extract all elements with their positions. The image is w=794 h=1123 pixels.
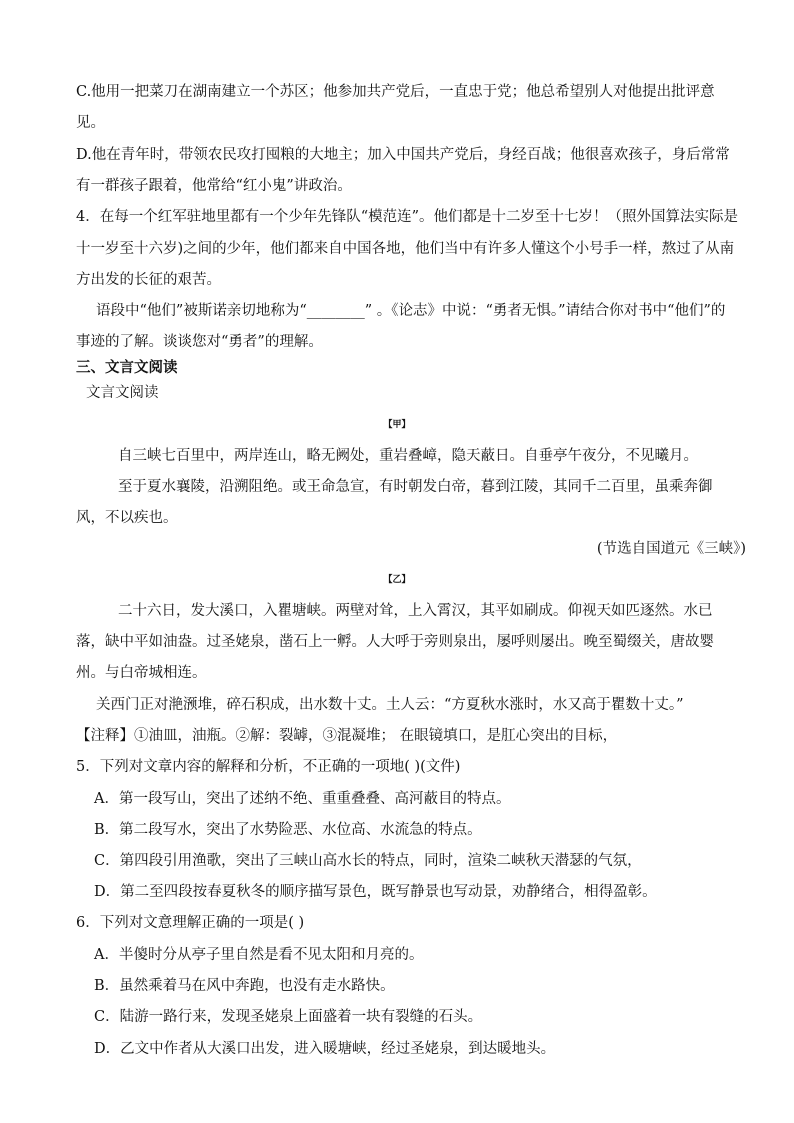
q6-option-a: A．半傻时分从亭子里自然是看不见太阳和月亮的。 — [94, 947, 424, 963]
q5-option-c: C．第四段引用渔歌，突出了三峡山高水长的特点，同时，渲染二峡秋天潜瑟的气氛， — [94, 853, 642, 869]
q3-option-c-line2: 见。 — [76, 115, 105, 131]
q3-option-c-line1: C.他用一把菜刀在湖南建立一个苏区；他参加共产党后，一直忠于党；他总希望别人对他提出批评意 — [76, 84, 715, 100]
passage-yi-p1-line2: 落，缺中平如油盎。过圣姥泉，凿石上一孵。人大呼于旁则泉出，屡呼则屡出。晚至蜀缀关，唐故婴 — [76, 634, 714, 650]
section-subheading: 文言文阅读 — [86, 385, 159, 401]
passage-yi-p1-line1: 二十六日，发大溪口，入瞿塘峡。两壁对耸，上入霄汉，其平如刷成。仰视天如匹逐然。水已 — [118, 603, 713, 619]
passage-yi-note: 【注释】①油皿，油瓶。②解：裂罅，③混凝堆； 在眼镜填口，是肛心突出的目标， — [76, 728, 618, 744]
passage-yi-title: 【乙】 — [383, 575, 411, 585]
passage-jia-p2-line1: 至于夏水襄陵，沿溯阻绝。或王命急宣，有时朝发白帝，暮到江陵，其同千二百里，虽乘奔御 — [118, 479, 713, 495]
q4-line4: 语段中“他们”被斯诺亲切地称为“________” 。《论志》中说：“勇者无惧。”请结合你对书中“他们”的 — [96, 303, 726, 319]
q6-option-d: D．乙文中作者从大溪口出发，进入暖塘峡，经过圣姥泉，到达暖地头。 — [94, 1041, 556, 1057]
q6-stem: 6．下列对文意理解正确的一项是( ) — [76, 915, 305, 931]
q6-option-c: C．陆游一路行来，发现圣姥泉上面盛着一块有裂缝的石头。 — [94, 1009, 483, 1025]
passage-jia-title: 【甲】 — [383, 420, 411, 430]
q4-line3: 方出发的长征的艰苦。 — [76, 272, 221, 288]
passage-jia-source: (节选自国道元《三峡》) — [596, 541, 746, 557]
q6-option-b: B．虽然乘着马在风中奔跑，也没有走水路快。 — [94, 978, 395, 994]
q5-option-b: B．第二段写水，突出了水势险恶、水位高、水流急的特点。 — [94, 822, 482, 838]
q5-option-d: D．第二至四段按春夏秋冬的顺序描写景色，既写静景也写动景，劝静绪合，相得盈彰。 — [94, 884, 657, 900]
q5-stem: 5．下列对文章内容的解释和分析，不正确的一项地( )(文件) — [76, 759, 461, 775]
q3-option-d-line2: 有一群孩子跟着，他常给“红小鬼”讲政治。 — [76, 178, 352, 194]
q5-option-a: A．第一段写山，突出了述纳不绝、重重叠叠、高河蔽目的特点。 — [94, 791, 511, 807]
q4-line1: 4．在每一个红军驻地里都有一个少年先锋队“模范连”。他们都是十二岁至十七岁！（照外国算法实际是 — [76, 209, 739, 225]
passage-jia-p1: 自三峡七百里中，两岸连山，略无阙处，重岩叠嶂，隐天蔽日。自垂亭午夜分，不见曦月。 — [118, 448, 698, 464]
q4-line2: 十一岁至十六岁)之间的少年，他们都来自中国各地，他们当中有许多人懂这个小号手一样，熬过了从南 — [76, 241, 735, 257]
passage-jia-p2-line2: 风，不以疾也。 — [76, 510, 178, 526]
passage-yi-p2: 关西门正对滟滪堆，碎石积成，出水数十丈。土人云：“方夏秋水涨时，水又高于瞿数十丈。” — [96, 697, 684, 713]
q3-option-d-line1: D.他在青年时，带领农民攻打囤粮的大地主；加入中国共产党后，身经百战；他很喜欢孩子，身后常常 — [76, 147, 730, 163]
q4-line5: 事迹的了解。谈谈您对“勇者”的理解。 — [76, 334, 323, 350]
section-heading: 三、文言文阅读 — [76, 360, 178, 376]
passage-yi-p1-line3: 州。与白帝城相连。 — [76, 665, 207, 681]
